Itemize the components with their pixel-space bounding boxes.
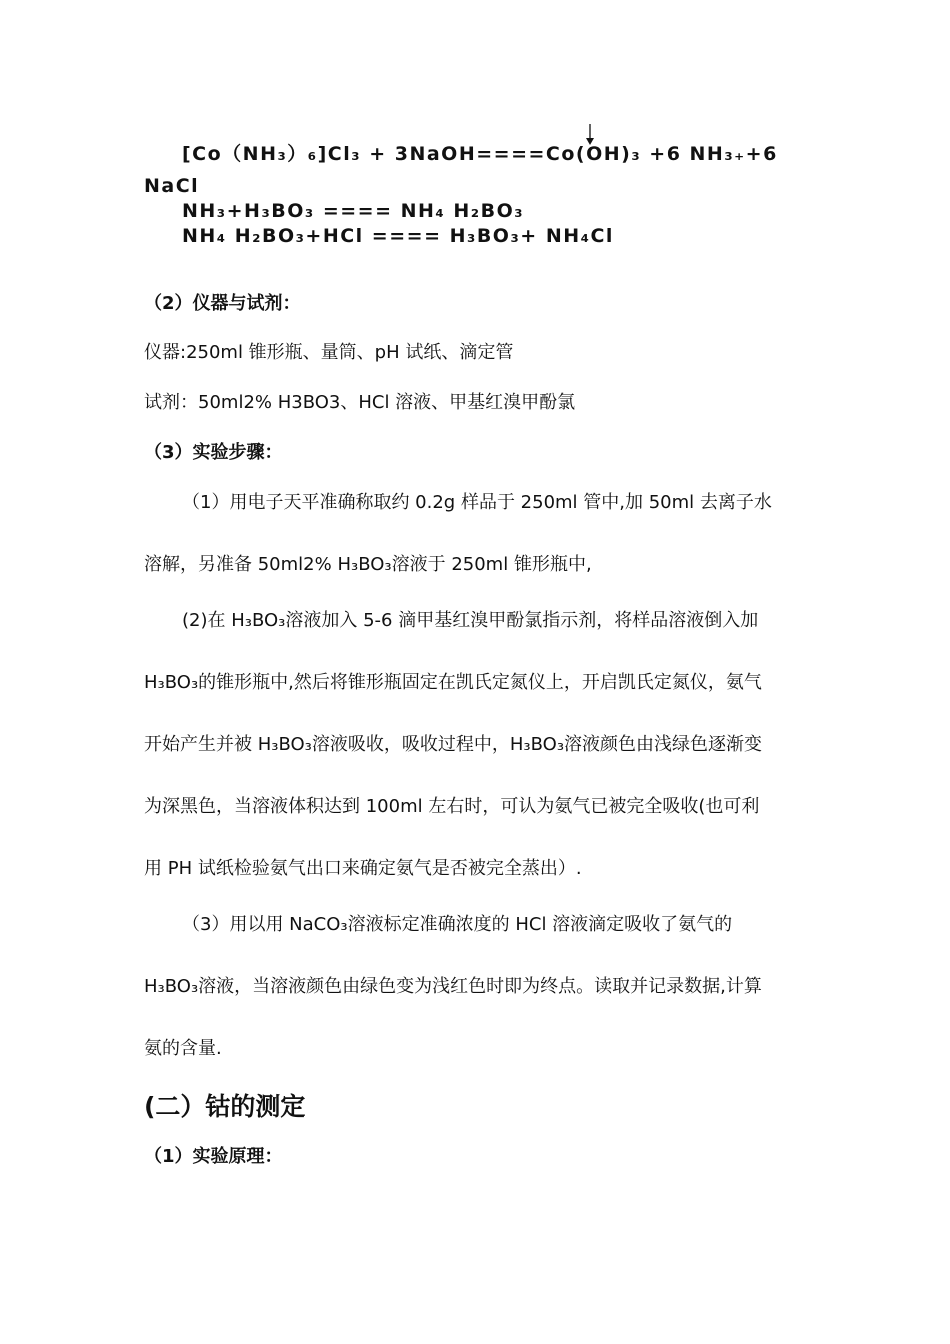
step3-line-2: H₃BO₃溶液，当溶液颜色由绿色变为浅红色时即为终点。读取并记录数据,计算: [144, 976, 762, 997]
step3-line-1: （3）用以用 NaCO₃溶液标定准确浓度的 HCl 溶液滴定吸收了氨气的: [182, 914, 733, 935]
step1-line-2: 溶解，另准备 50ml2% H₃BO₃溶液于 250ml 锥形瓶中,: [144, 554, 592, 575]
step2-line-5: 用 PH 试纸检验氨气出口来确定氨气是否被完全蒸出）.: [144, 858, 582, 879]
equation-2: NH₃+H₃BO₃ ==== NH₄ H₂BO₃: [182, 200, 525, 222]
equation-1-continuation: NaCl: [144, 175, 200, 197]
part-heading-cobalt-determination: (二）钴的测定: [144, 1092, 306, 1121]
step1-line-1: （1）用电子天平准确称取约 0.2g 样品于 250ml 管中,加 50ml 去离子水: [182, 492, 772, 513]
section-heading-principle: （1）实验原理：: [144, 1146, 283, 1167]
step2-line-2: H₃BO₃的锥形瓶中,然后将锥形瓶固定在凯氏定氮仪上，开启凯氏定氮仪，氨气: [144, 672, 762, 693]
step2-line-4: 为深黑色，当溶液体积达到 100ml 左右时，可认为氨气已被完全吸收(也可利: [144, 796, 760, 817]
reagents-line: 试剂：50ml2% H3BO3、HCl 溶液、甲基红溴甲酚氯: [144, 392, 576, 413]
step2-line-1: (2)在 H₃BO₃溶液加入 5-6 滴甲基红溴甲酚氯指示剂，将样品溶液倒入加: [182, 610, 759, 631]
equation-3: NH₄ H₂BO₃+HCl ==== H₃BO₃+ NH₄Cl: [182, 225, 614, 247]
step3-line-3: 氨的含量.: [144, 1038, 222, 1059]
section-heading-instruments-reagents: （2）仪器与试剂：: [144, 293, 301, 314]
equation-1: [Co（NH₃）₆]Cl₃ + 3NaOH====Co(OH)₃ +6 NH₃₊+6: [182, 143, 778, 165]
section-heading-procedure: （3）实验步骤：: [144, 442, 283, 463]
step2-line-3: 开始产生并被 H₃BO₃溶液吸收，吸收过程中，H₃BO₃溶液颜色由浅绿色逐渐变: [144, 734, 763, 755]
instruments-line: 仪器:250ml 锥形瓶、量筒、pH 试纸、滴定管: [144, 342, 514, 363]
